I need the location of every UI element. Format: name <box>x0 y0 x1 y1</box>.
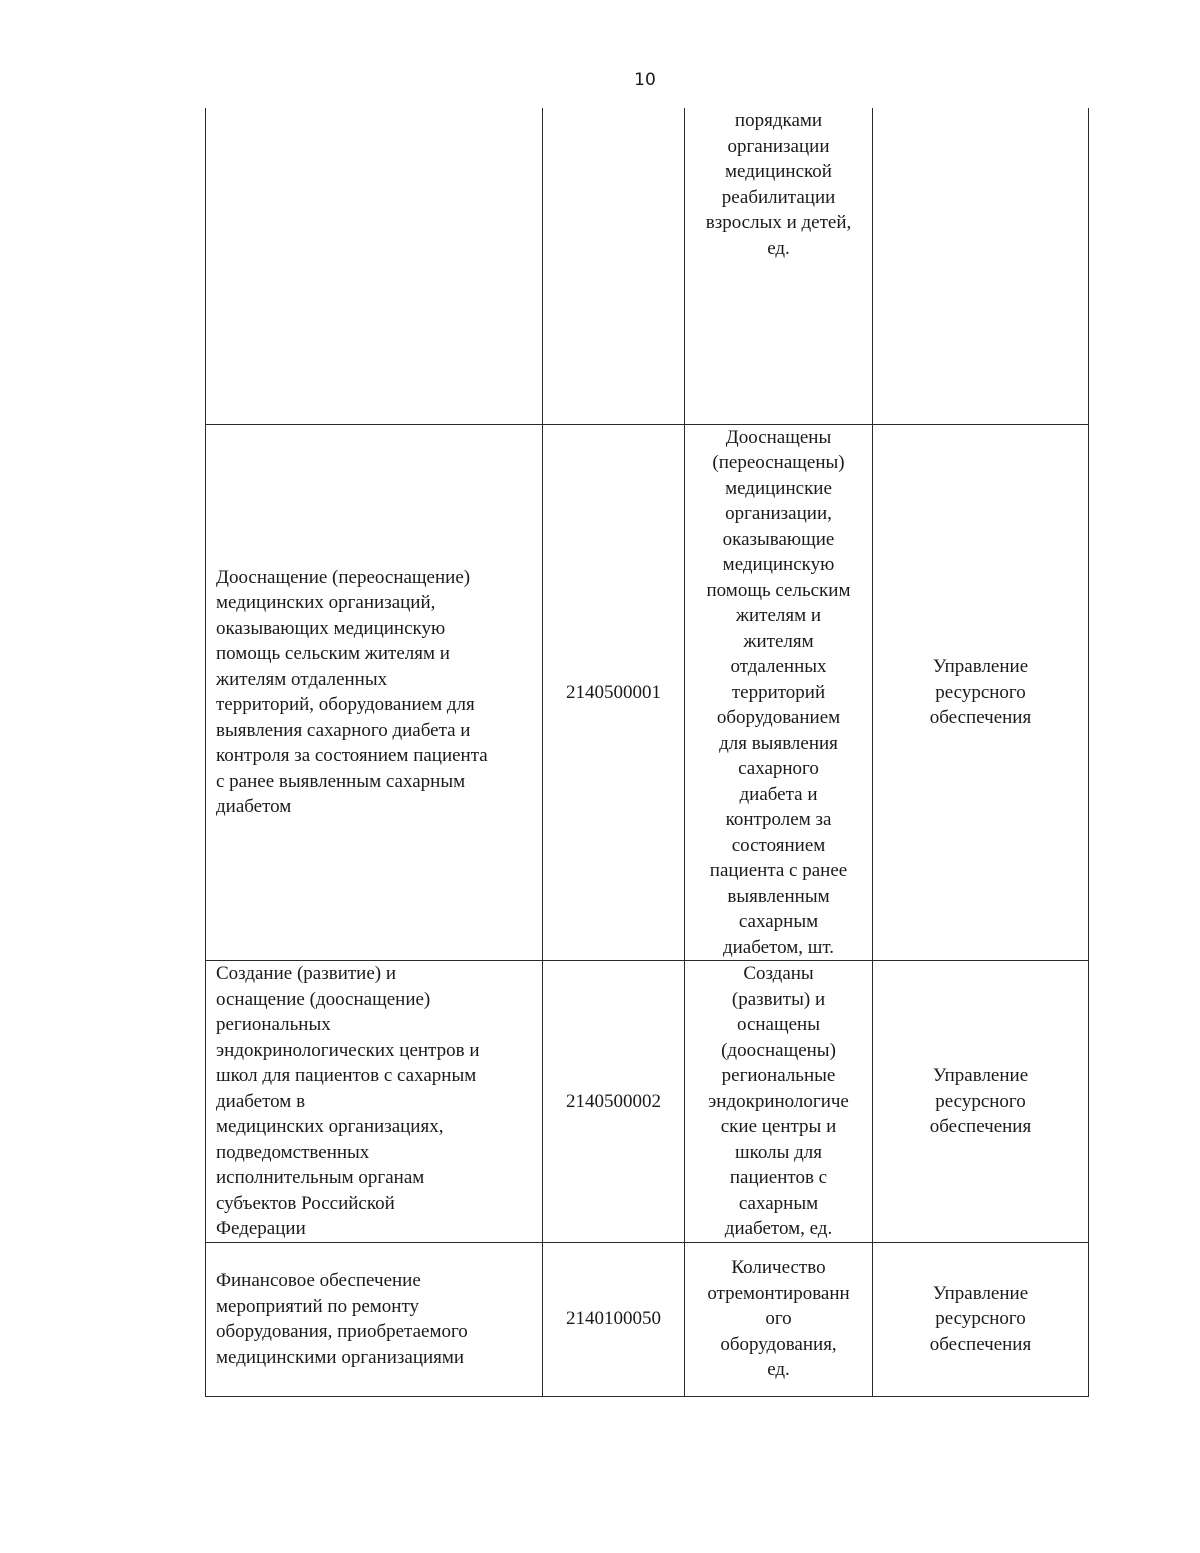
table-row <box>206 424 1089 961</box>
responsible-cell <box>873 1242 1089 1396</box>
measure-code-cell <box>543 108 685 424</box>
table-row <box>206 108 1089 424</box>
result-cell <box>685 1242 873 1396</box>
responsible-cell <box>873 961 1089 1243</box>
measure-name-cell <box>206 424 543 961</box>
measure-name-cell <box>206 1242 543 1396</box>
measure-code-cell <box>543 1242 685 1396</box>
result-text: Количество отремонтированн ого оборудования, ед. <box>707 1257 850 1381</box>
table-row <box>206 1242 1089 1396</box>
measure-name: Дооснащение (переоснащение) медицинских организаций, оказывающих медицинскую помощь сельским жителям и жителям отдаленных территорий, оборудованием для выявления сахарного диабета и контроля за состоянием пациента с ранее выявленным сахарным диабетом <box>216 566 488 818</box>
result-cell <box>685 108 873 424</box>
result-cell <box>685 961 873 1243</box>
measure-name: Создание (развитие) и оснащение (дооснащение) региональных эндокринологических центров и школ для пациентов с сахарным диабетом в медицинских организациях, подведомственных исполнительным органам субъектов Российской Федерации <box>216 963 480 1239</box>
measure-code-cell <box>543 961 685 1243</box>
result-text: Дооснащены (переоснащены) медицинские организации, оказывающие медицинскую помощь сельским жителям и жителям отдаленных территорий оборудованием для выявления сахарного диабета и контролем за состоянием пациента с ранее выявленным сахарным диабетом, шт. <box>706 426 851 958</box>
result-cell <box>685 424 873 961</box>
measure-name-cell <box>206 108 543 424</box>
responsible-cell <box>873 108 1089 424</box>
measure-name-cell <box>206 961 543 1243</box>
responsible-text: Управление ресурсного обеспечения <box>929 1282 1032 1355</box>
measure-name: Финансовое обеспечение мероприятий по ремонту оборудования, приобретаемого медицинскими организациями <box>216 1270 468 1368</box>
responsible-text: Управление ресурсного обеспечения <box>929 1065 1032 1137</box>
measure-code: 2140100050 <box>566 1308 661 1330</box>
table-row <box>206 961 1089 1243</box>
measure-code: 2140500002 <box>566 1090 661 1112</box>
measure-code-cell <box>543 424 685 961</box>
result-text: порядками организации медицинской реабилитации взрослых и детей, ед. <box>705 110 852 259</box>
responsible-text: Управление ресурсного обеспечения <box>929 656 1032 728</box>
measure-code: 2140500001 <box>566 681 661 703</box>
responsible-cell <box>873 424 1089 961</box>
measures-table <box>205 108 1089 1397</box>
page-number: 10 <box>634 70 656 90</box>
result-text: Созданы (развиты) и оснащены (дооснащены) региональные эндокринологиче ские центры и школы для пациентов с сахарным диабетом, ед. <box>708 963 849 1239</box>
